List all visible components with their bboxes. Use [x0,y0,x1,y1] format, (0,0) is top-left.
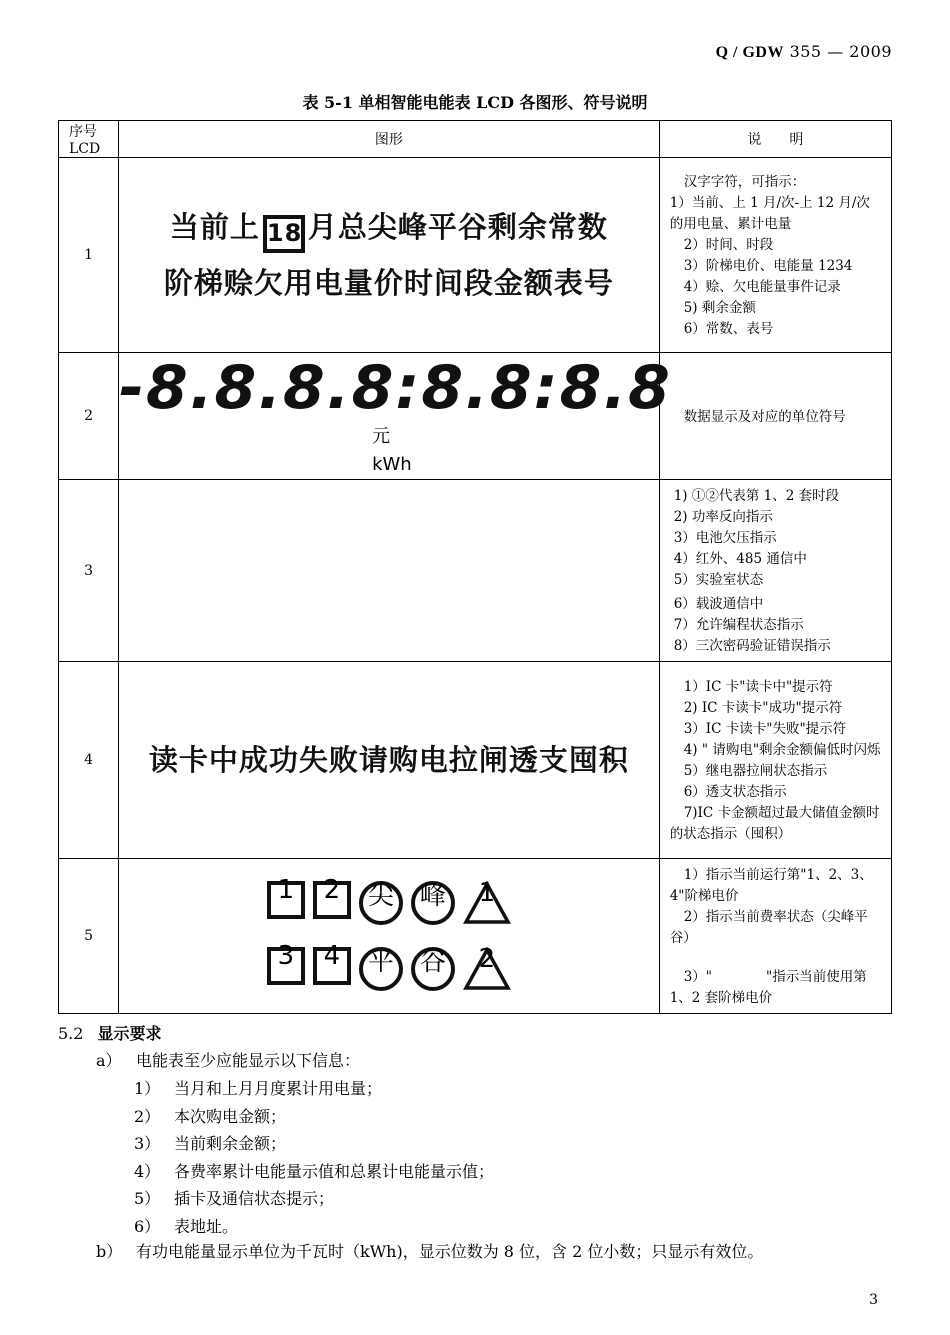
requirement-a [96,1047,360,1075]
col-header-figure: 图形 [119,121,660,158]
standard-code: Q / GDW [715,44,784,61]
month-digit-box: 18 [263,215,305,253]
item-number: 1） [134,1079,161,1098]
desc-line: 数据显示及对应的单位符号 [683,408,846,425]
row-figure [119,158,660,353]
row-figure-empty [119,480,660,662]
desc-line: 5）实验室状态 [673,572,764,588]
symbol-label: 尖 [367,880,394,911]
item-text: 表地址。 [174,1216,239,1236]
desc-line: 6）常数、表号 [683,321,774,337]
section-number: 5.2 [58,1024,84,1043]
section-heading [58,1020,161,1048]
desc-line: 3）" "指示当前使用第 1、2 套阶梯电价 [669,969,867,1006]
desc-line: 1）IC 卡"读卡中"提示符 [683,679,833,695]
desc-line: 7）允许编程状态指示 [673,617,804,633]
item-text: 插卡及通信状态提示； [174,1189,335,1208]
row-desc [659,859,891,1014]
col-header-seq: 序号 LCD [59,121,119,158]
list-item [134,1185,494,1213]
item-number: 4） [134,1161,161,1181]
list-item [134,1130,494,1158]
rate-circle-icon [359,947,403,991]
symbol-row-1 [119,875,659,925]
unit-symbols [372,423,412,479]
list-item [134,1158,494,1186]
lcd-symbol-table [58,120,892,1014]
list-item [134,1075,494,1103]
symbol-label: 3 [277,941,295,971]
desc-line: 8）三次密码验证错误指示 [673,638,831,654]
rate-circle-icon [359,881,403,925]
standard-number: 355 — 2009 [789,42,892,61]
desc-line: 4）赊、欠电能量事件记录 [683,279,841,295]
requirement-a-items [134,1075,494,1240]
row-figure [119,662,660,859]
tier-square-icon [267,875,305,919]
desc-line: 4) " 请购电"剩余金额偏低时闪烁 [683,742,881,758]
row-figure [119,353,672,480]
desc-line: 3）电池欠压指示 [673,530,777,546]
desc-line: 1）当前、上 1 月/次-上 12 月/次的用电量、累计电量 [669,195,870,232]
tier-square-icon [313,941,351,985]
row-seq: 4 [59,662,119,859]
table-row [59,353,892,480]
desc-line: 1) ①②代表第 1、2 套时段 [673,488,840,504]
col-header-desc: 说 明 [659,121,891,158]
desc-line: 5）继电器拉闸状态指示 [683,763,828,779]
symbol-label: 1 [277,875,295,905]
rate-circle-icon [411,881,455,925]
unit-yuan: 元 [372,426,391,447]
tier-square-icon [267,941,305,985]
triangle-icon [463,878,511,925]
lcd-text-segment: 月总尖峰平谷剩余常数 [307,210,608,244]
row-seq: 3 [59,480,119,662]
table-row [59,480,892,662]
section-title: 显示要求 [97,1024,162,1043]
row-desc [659,480,891,662]
row-figure [119,859,660,1014]
list-label: b） [96,1242,123,1261]
symbol-label: 峰 [419,880,446,911]
table-caption: 表 5-1 单相智能电能表 LCD 各图形、符号说明 [302,93,648,112]
list-text: 有功电能量显示单位为千瓦时（kWh)，显示位数为 8 位，含 2 位小数；只显示有效位。 [136,1242,764,1261]
table-row [59,662,892,859]
symbol-label: 2 [478,944,496,974]
symbol-label: 1 [478,878,496,908]
list-item [134,1103,494,1131]
desc-line: 6）载波通信中 [673,596,764,612]
lcd-chinese-line-2: 阶梯赊欠用电量价时间段金额表号 [163,266,614,300]
unit-kwh: kWh [372,454,412,475]
row-desc [659,662,891,859]
row-desc [659,353,891,480]
desc-line: 2）指示当前费率状态（尖峰平谷） [669,909,868,946]
symbol-label: 2 [323,875,341,905]
lcd-card-status-text: 读卡中成功失败请购电拉闸透支囤积 [148,743,629,777]
list-item [134,1213,494,1241]
row-desc [659,158,891,353]
desc-line: 2）时间、时段 [683,237,774,253]
triangle-icon [463,944,511,991]
desc-line: 2) IC 卡读卡"成功"提示符 [683,700,843,716]
row-seq: 5 [59,859,119,1014]
desc-line: 3）IC 卡读卡"失败"提示符 [683,721,847,737]
rate-circle-icon [411,947,455,991]
list-text: 电能表至少应能显示以下信息： [136,1051,361,1070]
desc-line: 3）阶梯电价、电能量 1234 [683,258,853,274]
desc-line: 5) 剩余金额 [683,300,756,316]
lcd-chinese-line-1 [119,199,659,255]
desc-line: 汉字字符，可指示： [683,174,806,190]
item-text: 当前剩余金额； [174,1134,287,1153]
list-label: a） [96,1051,122,1070]
desc-line: 2) 功率反向指示 [673,509,773,525]
item-text: 各费率累计电能量示值和总累计电能量示值； [174,1161,495,1181]
row-seq: 2 [59,353,119,480]
desc-line: 7)IC 卡金额超过最大储值金额时的状态指示（囤积） [669,805,880,842]
lcd-digit-display: -8.8.8.8:8.8:8.8 [119,353,672,423]
row-seq: 1 [59,158,119,353]
tier-square-icon [313,875,351,919]
table-row [59,158,892,353]
item-number: 2） [134,1106,161,1126]
document-code [716,42,892,62]
desc-line: 6）透支状态指示 [683,784,787,800]
item-text: 当月和上月月度累计用电量； [174,1079,383,1098]
symbol-row-2 [119,941,659,991]
item-text: 本次购电金额； [174,1106,287,1126]
table-header-row [59,121,892,158]
lcd-text-segment: 当前上 [169,210,260,244]
item-number: 3） [134,1134,161,1153]
requirement-b [96,1238,763,1266]
page-number: 3 [869,1292,878,1308]
desc-line: 4）红外、485 通信中 [673,551,807,567]
table-row [59,859,892,1014]
symbol-label: 谷 [419,946,446,977]
item-number: 5） [134,1189,161,1208]
item-number: 6） [134,1216,161,1236]
symbol-label: 4 [323,941,341,971]
symbol-label: 平 [367,946,394,977]
desc-line: 1）指示当前运行第"1、2、3、4"阶梯电价 [669,867,873,904]
